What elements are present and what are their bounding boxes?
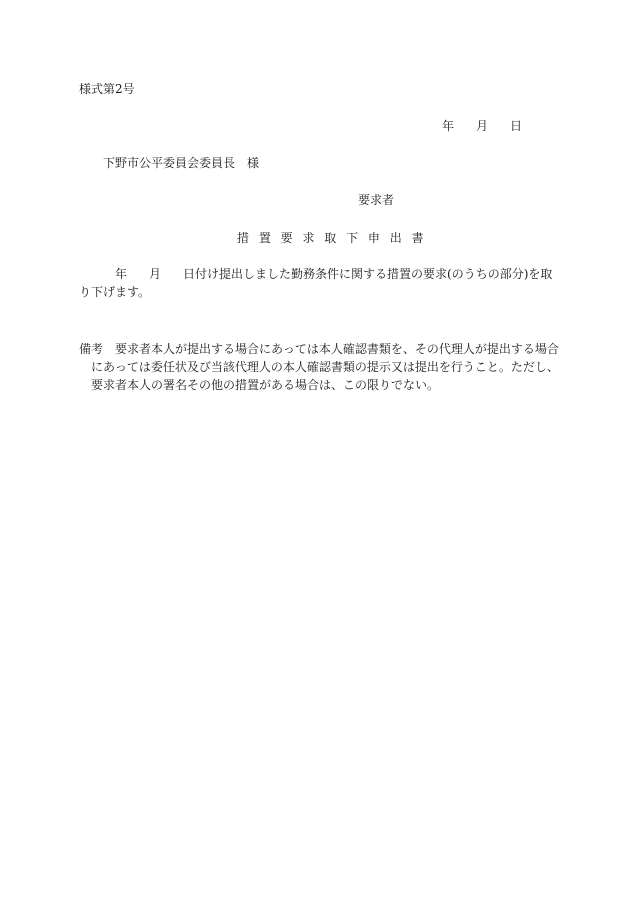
requester-label: 要求者	[358, 193, 395, 207]
date-day-label: 日	[510, 119, 523, 133]
document-title: 措 置 要 求 取 下 申 出 書	[237, 231, 427, 245]
body-line-2: り下げます。	[79, 285, 151, 299]
body-month-label: 月	[149, 267, 162, 281]
body-year-label: 年	[115, 267, 128, 281]
body-line-1-text: 日付け提出しました勤務条件に関する措置の要求(のうちの部分)を取	[183, 267, 553, 281]
addressee-name: 下野市公平委員会委員長	[103, 156, 236, 170]
addressee-honorific: 様	[247, 156, 260, 170]
remarks-line-3: 要求者本人の署名その他の措置がある場合は、この限りでない。	[91, 378, 440, 392]
date-year-label: 年	[442, 119, 455, 133]
remarks-line-1: 要求者本人が提出する場合にあっては本人確認書類を、その代理人が提出する場合	[115, 342, 559, 356]
date-line	[442, 117, 522, 135]
date-month-label: 月	[476, 119, 489, 133]
remarks-line-2: にあっては委任状及び当該代理人の本人確認書類の提示又は提出を行うこと。ただし、	[91, 360, 559, 374]
addressee	[103, 154, 259, 172]
remarks-label: 備考	[79, 342, 104, 356]
form-number: 様式第2号	[79, 82, 135, 96]
remarks	[79, 340, 559, 394]
body-text	[79, 265, 554, 301]
body-line-1	[79, 265, 554, 283]
